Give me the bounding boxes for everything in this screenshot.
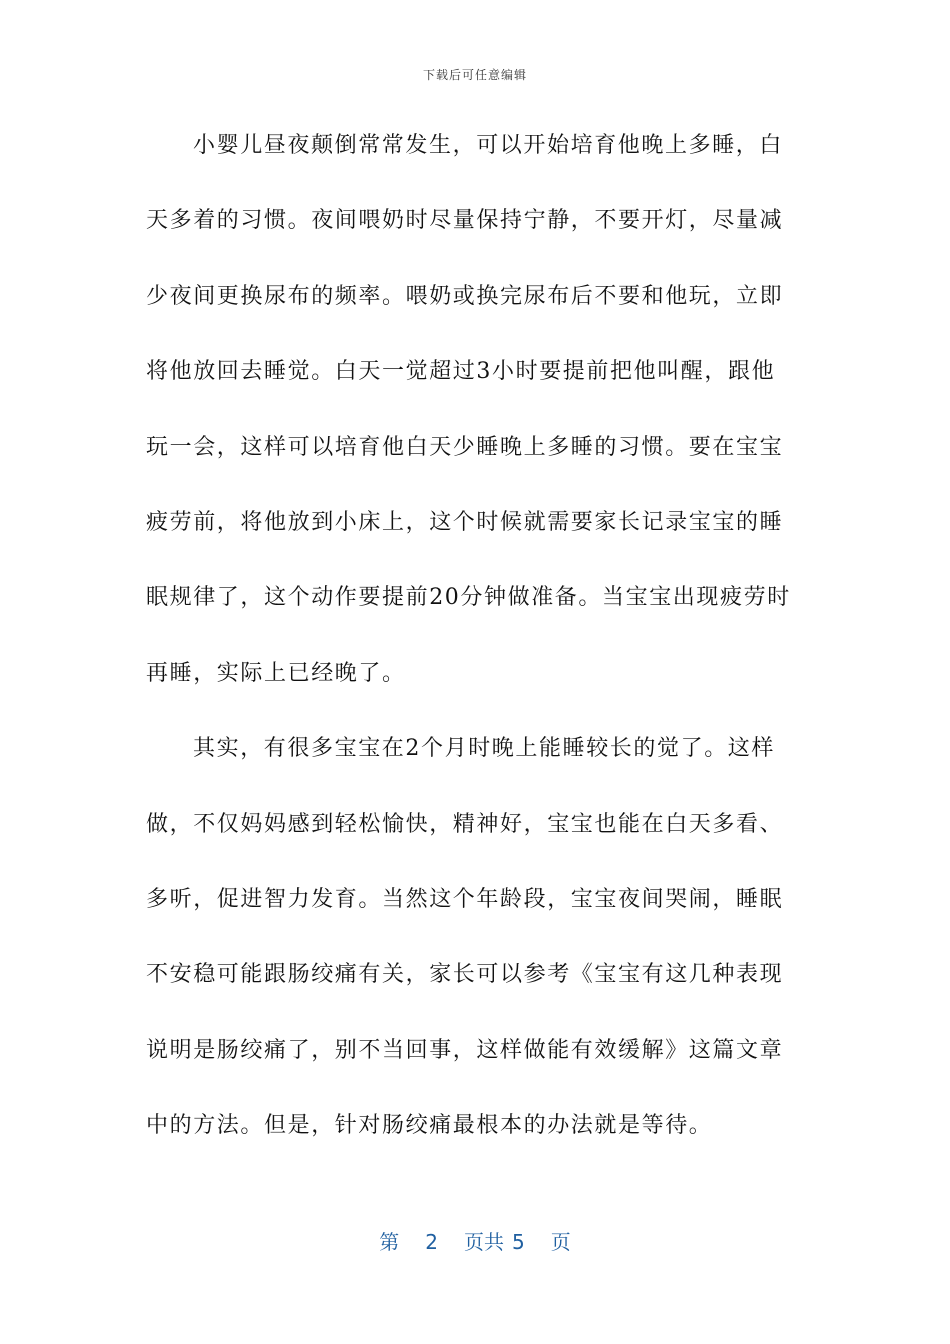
- text-line: 将他放回去睡觉。白天一觉超过3小时要提前把他叫醒，跟他: [146, 359, 776, 385]
- text-line: 不安稳可能跟肠绞痛有关，家长可以参考《宝宝有这几种表现: [146, 962, 784, 988]
- text-line: 少夜间更换尿布的频率。喂奶或换完尿布后不要和他玩，立即: [146, 283, 784, 309]
- paragraph-2: [146, 723, 806, 1175]
- paragraph-1: [146, 120, 806, 723]
- footer-page-number: 2: [425, 1230, 438, 1254]
- text-line: 再睡，实际上已经晚了。: [146, 660, 406, 686]
- text-line: 中的方法。但是，针对肠绞痛最根本的办法就是等待。: [146, 1113, 713, 1139]
- text-line: 疲劳前，将他放到小床上，这个时候就需要家长记录宝宝的睡: [146, 509, 784, 535]
- text-line: 天多着的习惯。夜间喂奶时尽量保持宁静，不要开灯，尽量减: [146, 208, 784, 234]
- document-body: [146, 120, 806, 1175]
- page-header-note: 下载后可任意编辑: [422, 68, 527, 82]
- text-line: 眠规律了，这个动作要提前20分钟做准备。当宝宝出现疲劳时: [146, 585, 791, 611]
- footer-prefix: 第: [379, 1230, 400, 1254]
- text-line: 做，不仅妈妈感到轻松愉快，精神好，宝宝也能在白天多看、: [146, 811, 784, 837]
- footer-suffix: 页: [550, 1230, 571, 1254]
- text-line: 说明是肠绞痛了，别不当回事，这样做能有效缓解》这篇文章: [146, 1037, 784, 1063]
- text-line: 其实，有很多宝宝在2个月时晚上能睡较长的觉了。这样: [193, 736, 775, 762]
- text-line: 玩一会，这样可以培育他白天少睡晚上多睡的习惯。要在宝宝: [146, 434, 784, 460]
- text-line: 多听，促进智力发育。当然这个年龄段，宝宝夜间哭闹，睡眠: [146, 886, 784, 912]
- footer-middle: 页共: [464, 1230, 504, 1254]
- text-line: 小婴儿昼夜颠倒常常发生，可以开始培育他晚上多睡，白: [193, 133, 784, 158]
- footer-total-pages: 5: [512, 1230, 525, 1254]
- page-footer: [0, 1226, 950, 1255]
